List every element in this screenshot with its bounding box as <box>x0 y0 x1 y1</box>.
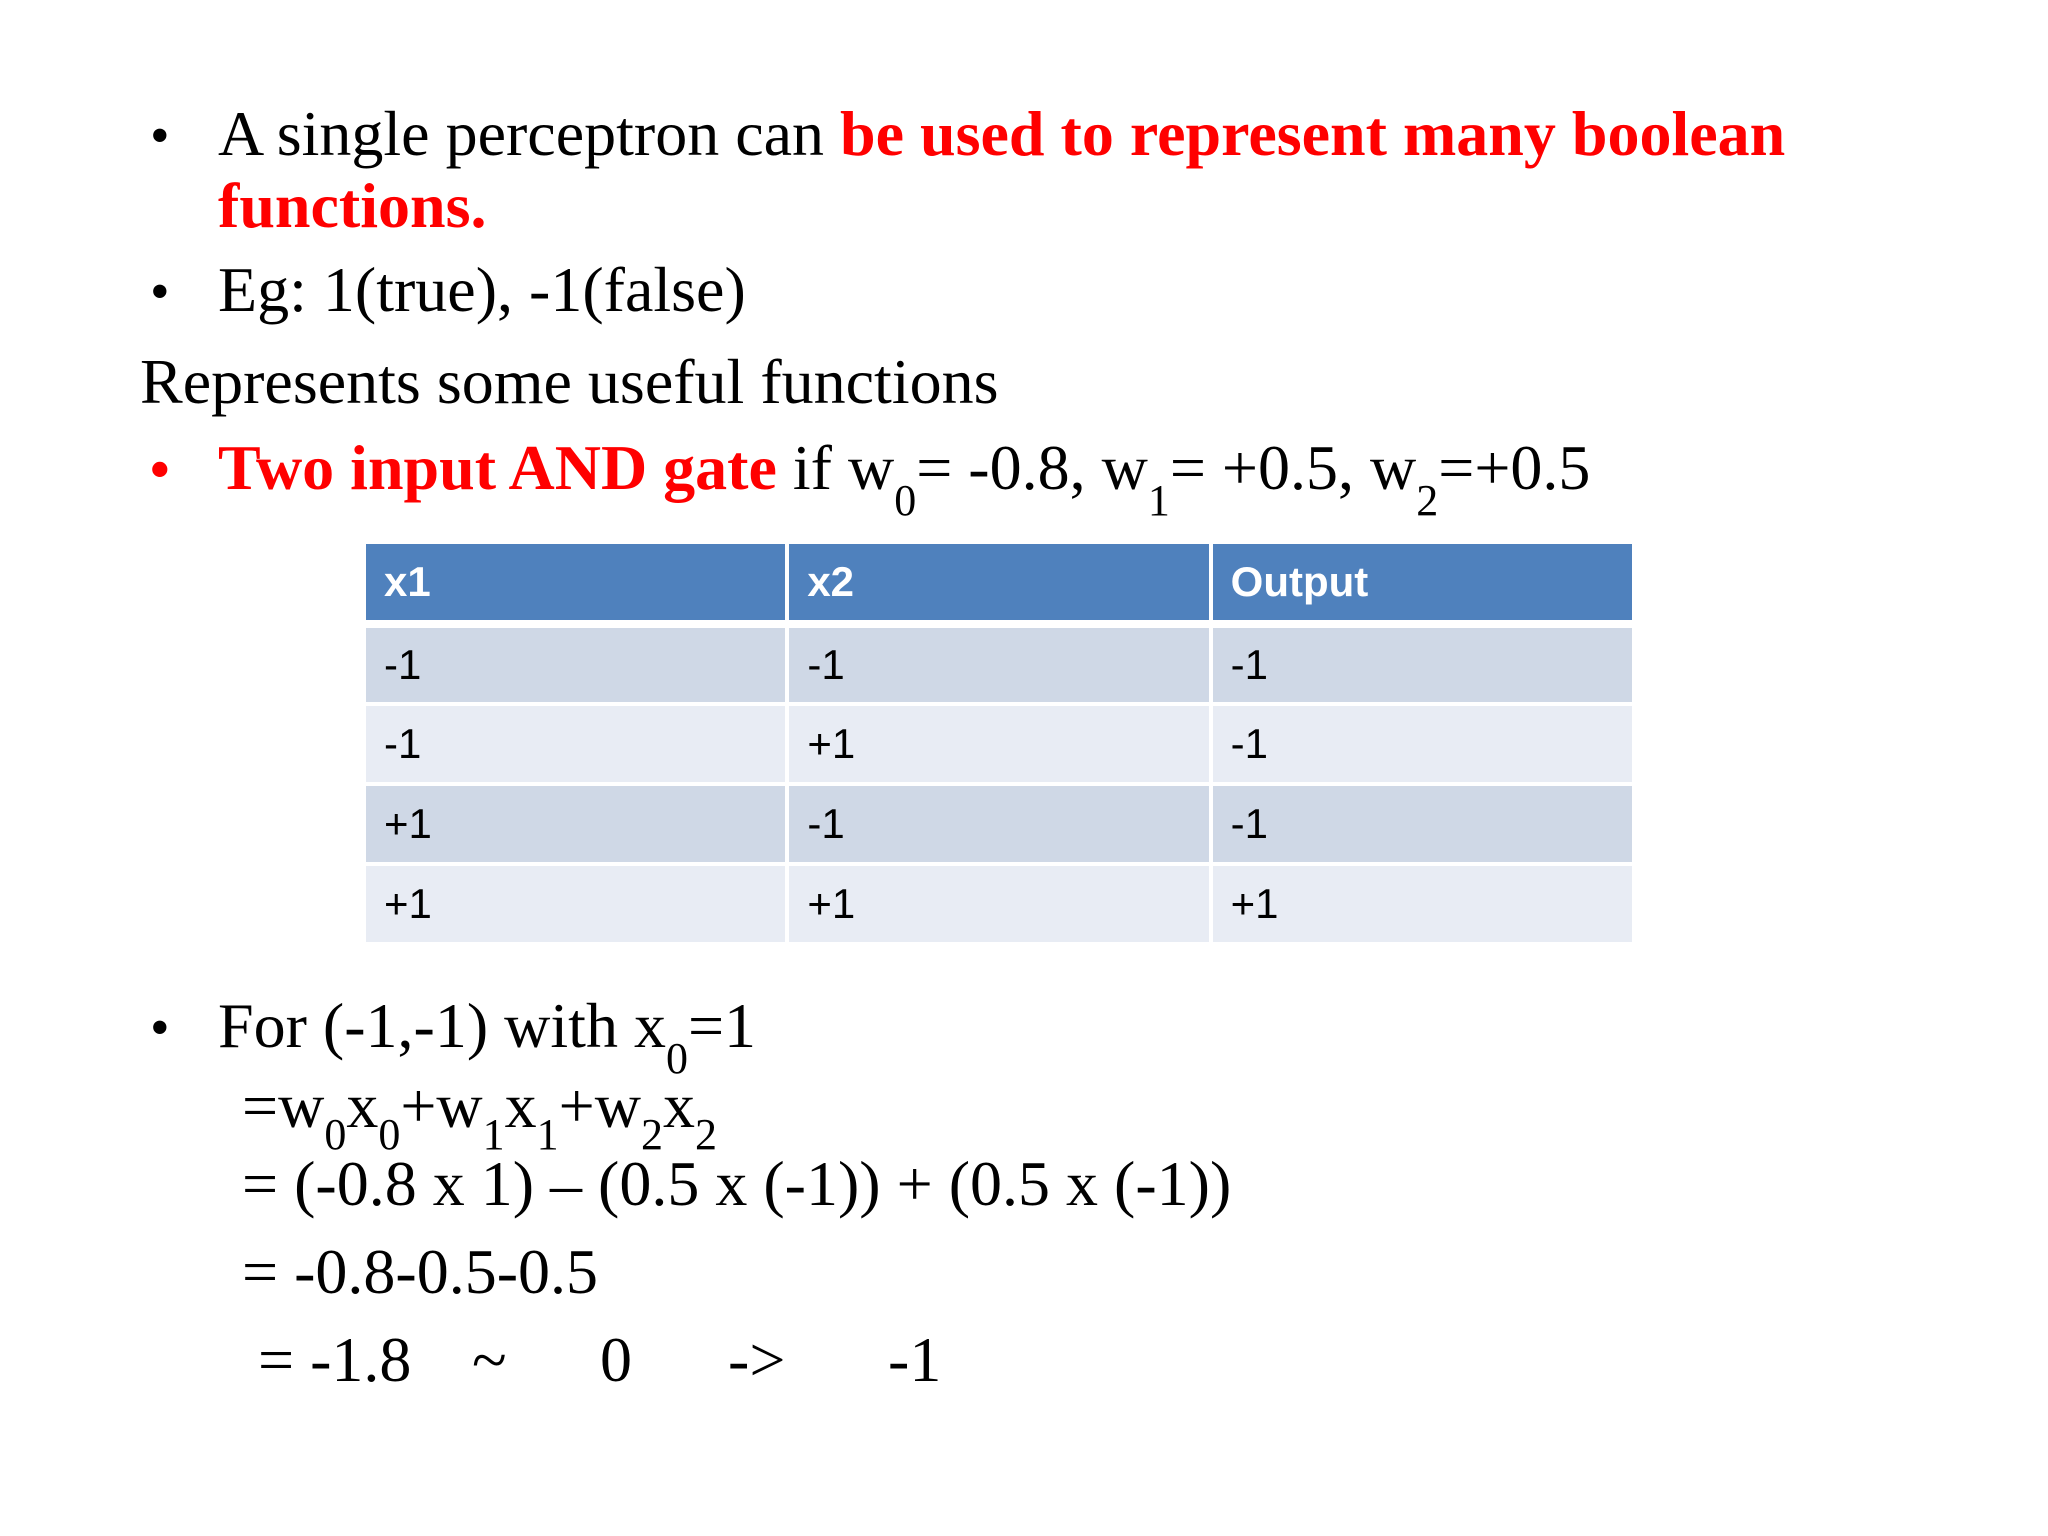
subscript: 2 <box>640 1110 663 1159</box>
subscript: 0 <box>324 1110 347 1159</box>
subscript: 1 <box>482 1110 505 1159</box>
column-header-x1: x1 <box>364 542 787 624</box>
formula-weighted-sum <box>242 1070 717 1159</box>
output-value: -1 <box>888 1324 942 1395</box>
subscript: 0 <box>378 1110 401 1159</box>
bullet: • <box>150 261 170 323</box>
weight-text: =+0.5 <box>1438 432 1591 503</box>
table-cell: -1 <box>787 784 1210 864</box>
table-row <box>364 864 1634 944</box>
formula-part: +w <box>558 1070 641 1141</box>
column-header-output: Output <box>1211 542 1634 624</box>
table-cell: -1 <box>1211 704 1634 784</box>
table-header-row <box>364 542 1634 624</box>
table-cell: +1 <box>787 704 1210 784</box>
approx-sign: ~ <box>472 1324 507 1395</box>
table-cell: +1 <box>787 864 1210 944</box>
formula-part: +w <box>400 1070 483 1141</box>
case-text: For (-1,-1) with x <box>218 990 666 1061</box>
table-cell: +1 <box>364 864 787 944</box>
formula-part: =w <box>242 1070 325 1141</box>
threshold-value: 0 <box>600 1324 632 1395</box>
table-cell: -1 <box>364 704 787 784</box>
table-row <box>364 704 1634 784</box>
statement-highlight: be used to represent many boolean <box>840 98 1786 169</box>
subscript: 1 <box>1147 476 1170 525</box>
table-cell: +1 <box>1211 864 1634 944</box>
arrow: -> <box>728 1324 786 1395</box>
weight-text: = -0.8, w <box>916 432 1148 503</box>
section-heading: Represents some useful functions <box>140 346 999 417</box>
formula-part: x <box>662 1070 695 1141</box>
subscript: 2 <box>1416 476 1439 525</box>
subscript: 0 <box>894 476 917 525</box>
weight-text: if w <box>776 432 895 503</box>
weight-text: = +0.5, w <box>1169 432 1417 503</box>
statement-highlight-cont: functions. <box>218 170 487 241</box>
bullet: • <box>150 439 170 501</box>
formula-simplified: = -0.8-0.5-0.5 <box>242 1236 599 1307</box>
and-gate-line <box>218 432 1591 525</box>
statement-perceptron <box>218 98 1786 169</box>
subscript: 2 <box>694 1110 717 1159</box>
table-cell: -1 <box>1211 784 1634 864</box>
table-cell: -1 <box>364 624 787 704</box>
bullet: • <box>150 997 170 1059</box>
column-header-x2: x2 <box>787 542 1210 624</box>
table-cell: -1 <box>1211 624 1634 704</box>
formula-substitution: = (-0.8 x 1) – (0.5 x (-1)) + (0.5 x (-1)) <box>242 1148 1232 1219</box>
and-gate-label: Two input AND gate <box>218 432 777 503</box>
bullet: • <box>150 105 170 167</box>
example-line: Eg: 1(true), -1(false) <box>218 254 746 325</box>
subscript: 0 <box>665 1034 688 1083</box>
truth-table <box>362 540 1636 946</box>
result-value: = -1.8 <box>258 1324 412 1395</box>
subscript: 1 <box>536 1110 559 1159</box>
table-cell: +1 <box>364 784 787 864</box>
formula-part: x <box>346 1070 379 1141</box>
table-row <box>364 784 1634 864</box>
case-text: =1 <box>687 990 757 1061</box>
table-row <box>364 624 1634 704</box>
table-cell: -1 <box>787 624 1210 704</box>
example-case-line <box>218 990 757 1083</box>
formula-part: x <box>504 1070 537 1141</box>
statement-text: A single perceptron can <box>218 98 840 169</box>
